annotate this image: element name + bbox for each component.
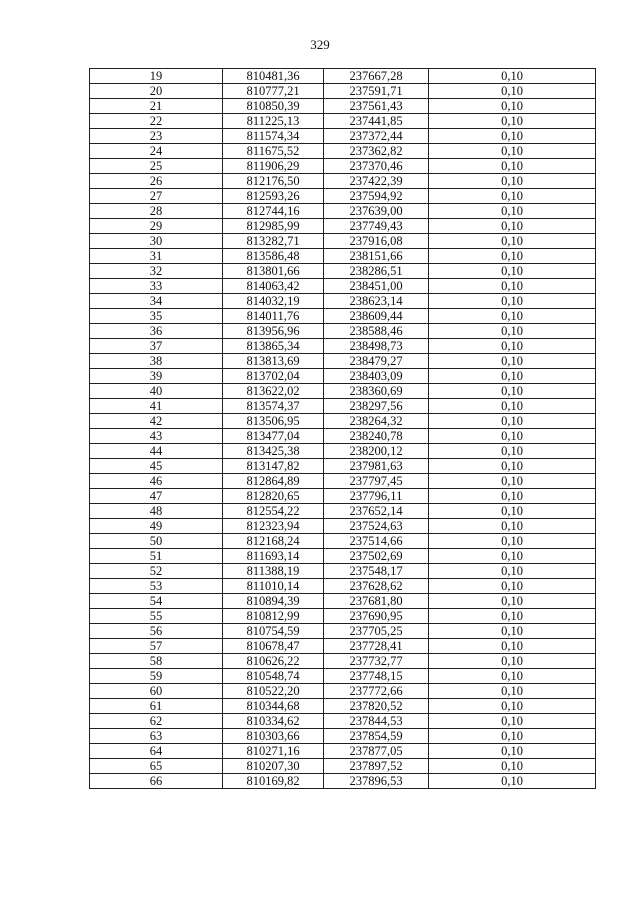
table-row: [90, 294, 596, 309]
error-value-cell: 0,10: [429, 249, 596, 264]
y-coordinate-cell: 237981,63: [324, 459, 429, 474]
page-number: 329: [310, 37, 330, 52]
error-value-cell: 0,10: [429, 384, 596, 399]
x-coordinate-cell: 814063,42: [223, 279, 324, 294]
error-value-cell: 0,10: [429, 144, 596, 159]
error-value-cell: 0,10: [429, 159, 596, 174]
y-coordinate-cell: 237732,77: [324, 654, 429, 669]
point-number-cell: 25: [90, 159, 223, 174]
error-value-cell: 0,10: [429, 729, 596, 744]
error-value-cell: 0,10: [429, 69, 596, 84]
error-value-cell: 0,10: [429, 549, 596, 564]
table-row: [90, 189, 596, 204]
table-row: [90, 579, 596, 594]
coordinates-table-body: [90, 69, 596, 789]
table-row: [90, 549, 596, 564]
x-coordinate-cell: 810303,66: [223, 729, 324, 744]
y-coordinate-cell: 237667,28: [324, 69, 429, 84]
point-number-cell: 21: [90, 99, 223, 114]
x-coordinate-cell: 812864,89: [223, 474, 324, 489]
point-number-cell: 39: [90, 369, 223, 384]
x-coordinate-cell: 812323,94: [223, 519, 324, 534]
error-value-cell: 0,10: [429, 324, 596, 339]
x-coordinate-cell: 810207,30: [223, 759, 324, 774]
y-coordinate-cell: 237748,15: [324, 669, 429, 684]
x-coordinate-cell: 810169,82: [223, 774, 324, 789]
point-number-cell: 42: [90, 414, 223, 429]
x-coordinate-cell: 811225,13: [223, 114, 324, 129]
x-coordinate-cell: 813147,82: [223, 459, 324, 474]
y-coordinate-cell: 237524,63: [324, 519, 429, 534]
x-coordinate-cell: 812820,65: [223, 489, 324, 504]
y-coordinate-cell: 238479,27: [324, 354, 429, 369]
table-row: [90, 729, 596, 744]
y-coordinate-cell: 237441,85: [324, 114, 429, 129]
y-coordinate-cell: 238200,12: [324, 444, 429, 459]
y-coordinate-cell: 237370,46: [324, 159, 429, 174]
x-coordinate-cell: 814011,76: [223, 309, 324, 324]
table-row: [90, 324, 596, 339]
point-number-cell: 63: [90, 729, 223, 744]
point-number-cell: 57: [90, 639, 223, 654]
table-row: [90, 444, 596, 459]
error-value-cell: 0,10: [429, 174, 596, 189]
y-coordinate-cell: 237652,14: [324, 504, 429, 519]
table-row: [90, 624, 596, 639]
x-coordinate-cell: 813702,04: [223, 369, 324, 384]
point-number-cell: 52: [90, 564, 223, 579]
y-coordinate-cell: 237681,80: [324, 594, 429, 609]
table-row: [90, 369, 596, 384]
y-coordinate-cell: 238403,09: [324, 369, 429, 384]
x-coordinate-cell: 810812,99: [223, 609, 324, 624]
x-coordinate-cell: 813956,96: [223, 324, 324, 339]
error-value-cell: 0,10: [429, 399, 596, 414]
x-coordinate-cell: 810271,16: [223, 744, 324, 759]
y-coordinate-cell: 237548,17: [324, 564, 429, 579]
point-number-cell: 36: [90, 324, 223, 339]
y-coordinate-cell: 237916,08: [324, 234, 429, 249]
table-row: [90, 204, 596, 219]
x-coordinate-cell: 812985,99: [223, 219, 324, 234]
error-value-cell: 0,10: [429, 519, 596, 534]
x-coordinate-cell: 810548,74: [223, 669, 324, 684]
x-coordinate-cell: 812593,26: [223, 189, 324, 204]
point-number-cell: 23: [90, 129, 223, 144]
x-coordinate-cell: 812554,22: [223, 504, 324, 519]
point-number-cell: 59: [90, 669, 223, 684]
error-value-cell: 0,10: [429, 594, 596, 609]
table-row: [90, 639, 596, 654]
table-row: [90, 684, 596, 699]
table-row: [90, 144, 596, 159]
point-number-cell: 26: [90, 174, 223, 189]
y-coordinate-cell: 237372,44: [324, 129, 429, 144]
point-number-cell: 65: [90, 759, 223, 774]
x-coordinate-cell: 811574,34: [223, 129, 324, 144]
x-coordinate-cell: 813622,02: [223, 384, 324, 399]
y-coordinate-cell: 237705,25: [324, 624, 429, 639]
point-number-cell: 53: [90, 579, 223, 594]
table-row: [90, 474, 596, 489]
table-row: [90, 594, 596, 609]
error-value-cell: 0,10: [429, 504, 596, 519]
error-value-cell: 0,10: [429, 414, 596, 429]
point-number-cell: 29: [90, 219, 223, 234]
y-coordinate-cell: 238297,56: [324, 399, 429, 414]
point-number-cell: 35: [90, 309, 223, 324]
table-row: [90, 99, 596, 114]
table-row: [90, 384, 596, 399]
x-coordinate-cell: 813574,37: [223, 399, 324, 414]
x-coordinate-cell: 810777,21: [223, 84, 324, 99]
point-number-cell: 61: [90, 699, 223, 714]
x-coordinate-cell: 814032,19: [223, 294, 324, 309]
point-number-cell: 19: [90, 69, 223, 84]
error-value-cell: 0,10: [429, 99, 596, 114]
table-row: [90, 534, 596, 549]
y-coordinate-cell: 238588,46: [324, 324, 429, 339]
error-value-cell: 0,10: [429, 474, 596, 489]
table-row: [90, 219, 596, 234]
error-value-cell: 0,10: [429, 774, 596, 789]
table-row: [90, 84, 596, 99]
point-number-cell: 48: [90, 504, 223, 519]
x-coordinate-cell: 811693,14: [223, 549, 324, 564]
table-row: [90, 759, 596, 774]
error-value-cell: 0,10: [429, 309, 596, 324]
y-coordinate-cell: 237561,43: [324, 99, 429, 114]
point-number-cell: 47: [90, 489, 223, 504]
y-coordinate-cell: 238286,51: [324, 264, 429, 279]
x-coordinate-cell: 812744,16: [223, 204, 324, 219]
y-coordinate-cell: 237422,39: [324, 174, 429, 189]
coordinates-table: [89, 68, 596, 789]
x-coordinate-cell: 811906,29: [223, 159, 324, 174]
error-value-cell: 0,10: [429, 234, 596, 249]
y-coordinate-cell: 238609,44: [324, 309, 429, 324]
error-value-cell: 0,10: [429, 744, 596, 759]
x-coordinate-cell: 812168,24: [223, 534, 324, 549]
error-value-cell: 0,10: [429, 684, 596, 699]
point-number-cell: 34: [90, 294, 223, 309]
x-coordinate-cell: 813506,95: [223, 414, 324, 429]
error-value-cell: 0,10: [429, 279, 596, 294]
point-number-cell: 62: [90, 714, 223, 729]
x-coordinate-cell: 813801,66: [223, 264, 324, 279]
y-coordinate-cell: 237797,45: [324, 474, 429, 489]
x-coordinate-cell: 811388,19: [223, 564, 324, 579]
x-coordinate-cell: 813813,69: [223, 354, 324, 369]
x-coordinate-cell: 813586,48: [223, 249, 324, 264]
point-number-cell: 32: [90, 264, 223, 279]
point-number-cell: 37: [90, 339, 223, 354]
y-coordinate-cell: 237362,82: [324, 144, 429, 159]
point-number-cell: 33: [90, 279, 223, 294]
table-row: [90, 429, 596, 444]
y-coordinate-cell: 238264,32: [324, 414, 429, 429]
error-value-cell: 0,10: [429, 294, 596, 309]
x-coordinate-cell: 810522,20: [223, 684, 324, 699]
error-value-cell: 0,10: [429, 189, 596, 204]
table-row: [90, 114, 596, 129]
table-row: [90, 264, 596, 279]
error-value-cell: 0,10: [429, 369, 596, 384]
x-coordinate-cell: 810754,59: [223, 624, 324, 639]
y-coordinate-cell: 238360,69: [324, 384, 429, 399]
table-row: [90, 279, 596, 294]
y-coordinate-cell: 237877,05: [324, 744, 429, 759]
table-row: [90, 339, 596, 354]
y-coordinate-cell: 238240,78: [324, 429, 429, 444]
y-coordinate-cell: 238623,14: [324, 294, 429, 309]
x-coordinate-cell: 810678,47: [223, 639, 324, 654]
table-row: [90, 249, 596, 264]
point-number-cell: 24: [90, 144, 223, 159]
y-coordinate-cell: 237749,43: [324, 219, 429, 234]
y-coordinate-cell: 237728,41: [324, 639, 429, 654]
point-number-cell: 44: [90, 444, 223, 459]
point-number-cell: 50: [90, 534, 223, 549]
error-value-cell: 0,10: [429, 264, 596, 279]
table-row: [90, 564, 596, 579]
point-number-cell: 56: [90, 624, 223, 639]
error-value-cell: 0,10: [429, 654, 596, 669]
point-number-cell: 58: [90, 654, 223, 669]
y-coordinate-cell: 237502,69: [324, 549, 429, 564]
point-number-cell: 49: [90, 519, 223, 534]
point-number-cell: 43: [90, 429, 223, 444]
y-coordinate-cell: 237772,66: [324, 684, 429, 699]
y-coordinate-cell: 237844,53: [324, 714, 429, 729]
point-number-cell: 41: [90, 399, 223, 414]
point-number-cell: 55: [90, 609, 223, 624]
point-number-cell: 46: [90, 474, 223, 489]
table-row: [90, 519, 596, 534]
table-row: [90, 744, 596, 759]
error-value-cell: 0,10: [429, 609, 596, 624]
error-value-cell: 0,10: [429, 624, 596, 639]
point-number-cell: 40: [90, 384, 223, 399]
error-value-cell: 0,10: [429, 444, 596, 459]
table-row: [90, 69, 596, 84]
table-row: [90, 669, 596, 684]
point-number-cell: 64: [90, 744, 223, 759]
y-coordinate-cell: 237628,62: [324, 579, 429, 594]
point-number-cell: 22: [90, 114, 223, 129]
x-coordinate-cell: 810481,36: [223, 69, 324, 84]
y-coordinate-cell: 237690,95: [324, 609, 429, 624]
error-value-cell: 0,10: [429, 564, 596, 579]
table-row: [90, 714, 596, 729]
x-coordinate-cell: 810850,39: [223, 99, 324, 114]
error-value-cell: 0,10: [429, 534, 596, 549]
y-coordinate-cell: 237896,53: [324, 774, 429, 789]
y-coordinate-cell: 238151,66: [324, 249, 429, 264]
y-coordinate-cell: 237639,00: [324, 204, 429, 219]
y-coordinate-cell: 238451,00: [324, 279, 429, 294]
table-row: [90, 159, 596, 174]
table-row: [90, 129, 596, 144]
point-number-cell: 60: [90, 684, 223, 699]
table-row: [90, 459, 596, 474]
error-value-cell: 0,10: [429, 459, 596, 474]
error-value-cell: 0,10: [429, 714, 596, 729]
point-number-cell: 51: [90, 549, 223, 564]
y-coordinate-cell: 237820,52: [324, 699, 429, 714]
x-coordinate-cell: 810334,62: [223, 714, 324, 729]
table-row: [90, 399, 596, 414]
error-value-cell: 0,10: [429, 699, 596, 714]
x-coordinate-cell: 811675,52: [223, 144, 324, 159]
x-coordinate-cell: 813282,71: [223, 234, 324, 249]
table-row: [90, 609, 596, 624]
error-value-cell: 0,10: [429, 204, 596, 219]
y-coordinate-cell: 237854,59: [324, 729, 429, 744]
x-coordinate-cell: 810344,68: [223, 699, 324, 714]
point-number-cell: 31: [90, 249, 223, 264]
error-value-cell: 0,10: [429, 579, 596, 594]
x-coordinate-cell: 813865,34: [223, 339, 324, 354]
point-number-cell: 30: [90, 234, 223, 249]
point-number-cell: 54: [90, 594, 223, 609]
point-number-cell: 45: [90, 459, 223, 474]
y-coordinate-cell: 237514,66: [324, 534, 429, 549]
error-value-cell: 0,10: [429, 639, 596, 654]
error-value-cell: 0,10: [429, 219, 596, 234]
table-row: [90, 699, 596, 714]
error-value-cell: 0,10: [429, 84, 596, 99]
error-value-cell: 0,10: [429, 489, 596, 504]
x-coordinate-cell: 813477,04: [223, 429, 324, 444]
x-coordinate-cell: 810894,39: [223, 594, 324, 609]
point-number-cell: 66: [90, 774, 223, 789]
error-value-cell: 0,10: [429, 129, 596, 144]
y-coordinate-cell: 237591,71: [324, 84, 429, 99]
table-row: [90, 354, 596, 369]
y-coordinate-cell: 237796,11: [324, 489, 429, 504]
y-coordinate-cell: 238498,73: [324, 339, 429, 354]
x-coordinate-cell: 812176,50: [223, 174, 324, 189]
table-row: [90, 234, 596, 249]
table-row: [90, 774, 596, 789]
y-coordinate-cell: 237594,92: [324, 189, 429, 204]
error-value-cell: 0,10: [429, 759, 596, 774]
table-row: [90, 414, 596, 429]
error-value-cell: 0,10: [429, 354, 596, 369]
table-row: [90, 654, 596, 669]
error-value-cell: 0,10: [429, 669, 596, 684]
table-row: [90, 489, 596, 504]
point-number-cell: 38: [90, 354, 223, 369]
point-number-cell: 20: [90, 84, 223, 99]
table-row: [90, 504, 596, 519]
table-row: [90, 309, 596, 324]
table-row: [90, 174, 596, 189]
y-coordinate-cell: 237897,52: [324, 759, 429, 774]
error-value-cell: 0,10: [429, 339, 596, 354]
point-number-cell: 28: [90, 204, 223, 219]
x-coordinate-cell: 810626,22: [223, 654, 324, 669]
error-value-cell: 0,10: [429, 114, 596, 129]
point-number-cell: 27: [90, 189, 223, 204]
x-coordinate-cell: 811010,14: [223, 579, 324, 594]
x-coordinate-cell: 813425,38: [223, 444, 324, 459]
error-value-cell: 0,10: [429, 429, 596, 444]
